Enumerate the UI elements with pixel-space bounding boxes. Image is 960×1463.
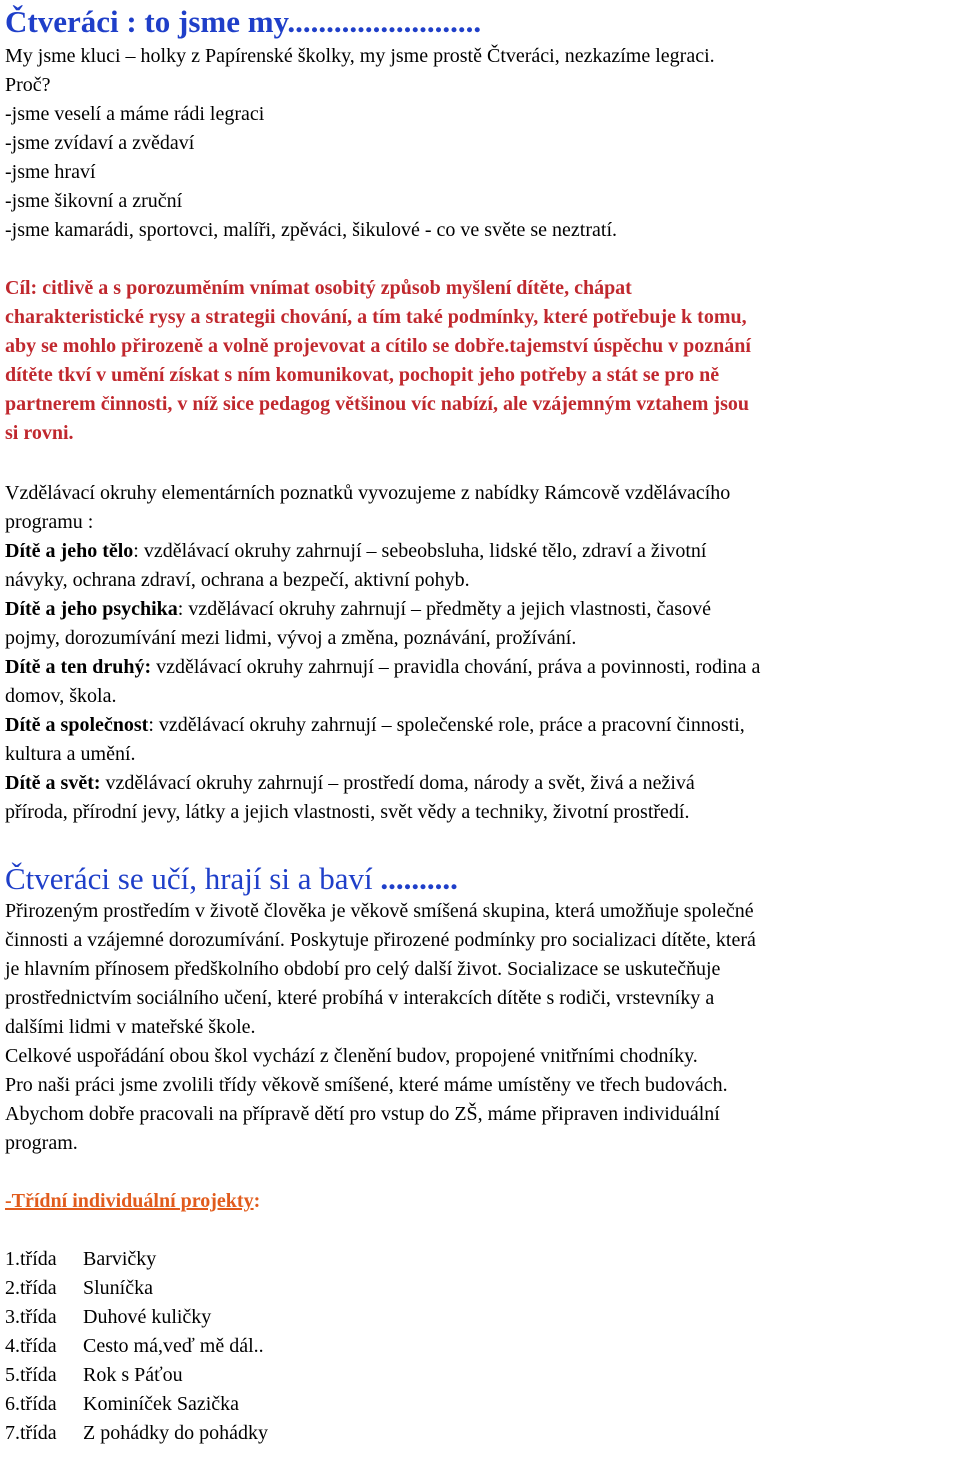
area-label: Dítě a svět: bbox=[5, 772, 101, 794]
section-heading-c: .......... bbox=[380, 861, 458, 896]
list-item bbox=[5, 1332, 955, 1361]
area-item bbox=[5, 595, 955, 653]
projects-heading bbox=[5, 1187, 955, 1216]
area-text: kultura a umění. bbox=[5, 743, 136, 765]
area-sep: : bbox=[133, 540, 144, 562]
bullet-item: -jsme hraví bbox=[5, 161, 96, 183]
bullet-item: -jsme šikovní a zruční bbox=[5, 190, 183, 212]
class-name: Cesto má,veď mě dál.. bbox=[83, 1335, 264, 1357]
page-title: Čtveráci : to jsme my......................... bbox=[5, 4, 482, 39]
section-heading bbox=[5, 861, 955, 897]
class-name: Kominíček Sazička bbox=[83, 1393, 240, 1415]
area-text: vzdělávací okruhy zahrnují – společenské role, práce a pracovní činnosti, bbox=[158, 714, 745, 736]
list-item bbox=[5, 1303, 955, 1332]
section-line: dalšími lidmi v mateřské škole. bbox=[5, 1016, 256, 1038]
area-label: Dítě a jeho tělo bbox=[5, 540, 134, 562]
areas-intro: Vzdělávací okruhy elementárních poznatků vyvozujeme z nabídky Rámcově vzdělávacího bbox=[5, 482, 731, 504]
goal-line: partnerem činnosti, v níž sice pedagog většinou víc nabízí, ale vzájemným vztahem jsou bbox=[5, 393, 750, 415]
area-sep: : bbox=[177, 598, 189, 620]
area-text: domov, škola. bbox=[5, 685, 117, 707]
areas-intro: programu : bbox=[5, 511, 94, 533]
section-line: je hlavním přínosem předškolního období pro celý další život. Socializace se uskutečňuje bbox=[5, 958, 721, 980]
projects-heading-colon: : bbox=[253, 1190, 261, 1212]
area-item bbox=[5, 769, 955, 827]
section-line: Celkové uspořádání obou škol vychází z členění budov, propojené vnitřními chodníky. bbox=[5, 1045, 698, 1067]
class-number: 4.třída bbox=[5, 1335, 57, 1357]
area-text: vzdělávací okruhy zahrnují – předměty a jejich vlastnosti, časové bbox=[188, 598, 711, 620]
class-name: Z pohádky do pohádky bbox=[83, 1422, 268, 1444]
section-line: Přirozeným prostředím v životě člověka je věkově smíšená skupina, která umožňuje společné bbox=[5, 900, 754, 922]
section-line: Abychom dobře pracovali na přípravě dětí pro vstup do ZŠ, máme připraven individuální bbox=[5, 1103, 720, 1125]
list-item bbox=[5, 1419, 955, 1448]
goal-line: dítěte tkví v umění získat s ním komunikovat, pochopit jeho potřeby a stát se pro ně bbox=[5, 364, 720, 386]
list-item bbox=[5, 1245, 955, 1274]
area-text: vzdělávací okruhy zahrnují – prostředí doma, národy a svět, živá a neživá bbox=[105, 772, 695, 794]
area-text: vzdělávací okruhy zahrnují – pravidla chování, práva a povinnosti, rodina a bbox=[156, 656, 761, 678]
goal-line: Cíl: citlivě a s porozuměním vnímat osobitý způsob myšlení dítěte, chápat bbox=[5, 277, 632, 299]
goal-line: charakteristické rysy a strategii chování, a tím také podmínky, které potřebuje k tomu, bbox=[5, 306, 747, 328]
section-line: prostřednictvím sociálního učení, které probíhá v interakcích dítěte s rodiči, vrstevníky a bbox=[5, 987, 715, 1009]
class-name: Sluníčka bbox=[83, 1277, 153, 1299]
area-label: Dítě a společnost bbox=[5, 714, 149, 736]
class-name: Barvičky bbox=[83, 1248, 157, 1270]
area-text: pojmy, dorozumívání mezi lidmi, vývoj a změna, poznávání, prožívání. bbox=[5, 627, 577, 649]
list-item bbox=[5, 1274, 955, 1303]
area-item bbox=[5, 537, 955, 595]
class-number: 5.třída bbox=[5, 1364, 57, 1386]
list-item bbox=[5, 1390, 955, 1419]
area-text: vzdělávací okruhy zahrnují – sebeobsluha, lidské tělo, zdraví a životní bbox=[143, 540, 707, 562]
class-number: 3.třída bbox=[5, 1306, 57, 1328]
area-sep: : bbox=[148, 714, 159, 736]
list-item bbox=[5, 1361, 955, 1390]
class-name: Rok s Páťou bbox=[83, 1364, 183, 1386]
goal-paragraph bbox=[5, 274, 955, 448]
section-heading-b: se učí, hrají si a baví bbox=[117, 861, 381, 896]
bullet-item: -jsme veselí a máme rádi legraci bbox=[5, 103, 265, 125]
section-heading-a: Čtveráci bbox=[5, 861, 118, 896]
section-line: činnosti a vzájemné dorozumívání. Poskytuje přirozené podmínky pro socializaci dítěte, která bbox=[5, 929, 756, 951]
class-number: 7.třída bbox=[5, 1422, 57, 1444]
class-list bbox=[5, 1245, 955, 1448]
area-label: Dítě a jeho psychika bbox=[5, 598, 178, 620]
why-text: Proč? bbox=[5, 74, 51, 96]
bullet-item: -jsme kamarádi, sportovci, malíři, zpěváci, šikulové - co ve světe se neztratí. bbox=[5, 219, 618, 241]
class-number: 6.třída bbox=[5, 1393, 57, 1415]
goal-line: si rovni. bbox=[5, 422, 74, 444]
class-number: 2.třída bbox=[5, 1277, 57, 1299]
section-line: program. bbox=[5, 1132, 78, 1154]
area-text: návyky, ochrana zdraví, ochrana a bezpečí, aktivní pohyb. bbox=[5, 569, 470, 591]
area-label: Dítě a ten druhý: bbox=[5, 656, 152, 678]
bullet-item: -jsme zvídaví a zvědaví bbox=[5, 132, 195, 154]
area-item bbox=[5, 711, 955, 769]
class-name: Duhové kuličky bbox=[83, 1306, 212, 1328]
intro-text: My jsme kluci – holky z Papírenské školky, my jsme prostě Čtveráci, nezkazíme legraci. bbox=[5, 45, 715, 67]
projects-heading-text: -Třídní individuální projekty bbox=[5, 1190, 254, 1212]
area-text: příroda, přírodní jevy, látky a jejich vlastnosti, svět vědy a techniky, životní prostředí. bbox=[5, 801, 690, 823]
area-item bbox=[5, 653, 955, 711]
class-number: 1.třída bbox=[5, 1248, 57, 1270]
goal-line: aby se mohlo přirozeně a volně projevovat a cítilo se dobře.tajemství úspěchu v poznání bbox=[5, 335, 751, 357]
document-page bbox=[5, 0, 955, 1448]
section-line: Pro naši práci jsme zvolili třídy věkově smíšené, které máme umístěny ve třech budovách. bbox=[5, 1074, 728, 1096]
